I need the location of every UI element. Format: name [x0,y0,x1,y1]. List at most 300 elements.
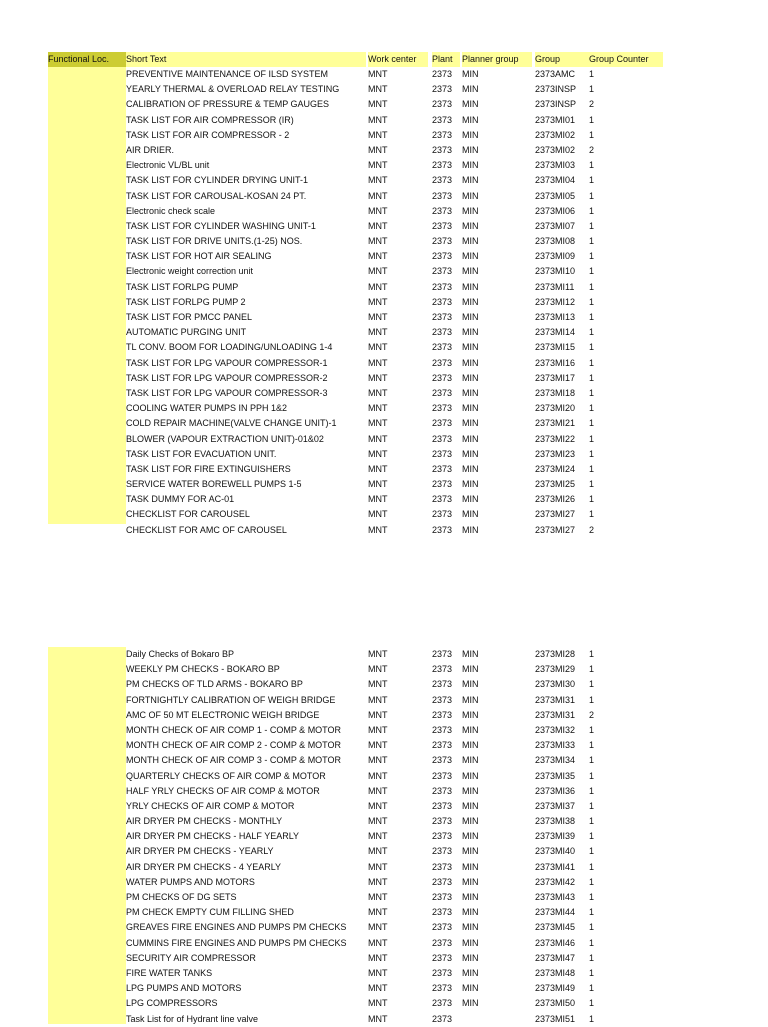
plant-cell[interactable]: 2373 [432,524,453,535]
group-cell[interactable]: 2373MI22 [535,433,576,444]
work-center-cell[interactable]: MNT [368,740,388,751]
work-center-cell[interactable]: MNT [368,403,388,414]
group-counter-cell[interactable]: 1 [589,281,595,292]
group-counter-cell[interactable]: 1 [589,679,595,690]
group-cell[interactable]: 2373MI39 [535,831,576,842]
work-center-cell[interactable]: MNT [368,312,388,322]
work-center-cell[interactable]: MNT [368,175,388,186]
group-cell[interactable]: 2373MI12 [535,296,576,307]
work-center-cell[interactable]: MNT [368,892,388,902]
planner-group-cell[interactable]: MIN [462,937,479,948]
plant-cell[interactable]: 2373 [432,99,453,110]
plant-cell[interactable]: 2373 [432,679,453,690]
plant-cell[interactable]: 2373 [432,494,453,505]
group-cell[interactable]: 2373MI40 [535,846,576,857]
group-cell[interactable]: 2373MI44 [535,907,576,918]
work-center-cell[interactable]: MNT [368,266,388,277]
work-center-cell[interactable]: MNT [368,967,388,978]
plant-cell[interactable]: 2373 [432,800,453,811]
plant-cell[interactable]: 2373 [432,387,453,398]
work-center-cell[interactable]: MNT [368,724,388,735]
planner-group-cell[interactable]: MIN [462,190,479,201]
plant-cell[interactable]: 2373 [432,770,453,781]
short-text-cell[interactable]: CUMMINS FIRE ENGINES AND PUMPS PM CHECKS [126,937,347,948]
plant-cell[interactable]: 2373 [432,357,453,368]
group-cell[interactable]: 2373MI16 [535,357,576,368]
short-text-cell[interactable]: Electronic weight correction unit [126,266,254,277]
short-text-cell[interactable]: FIRE WATER TANKS [126,967,213,978]
work-center-cell[interactable]: MNT [368,387,388,398]
short-text-cell[interactable]: TASK LIST FOR FIRE EXTINGUISHERS [126,463,291,474]
group-counter-cell[interactable]: 1 [589,160,595,171]
header-plant[interactable]: Plant [432,52,460,67]
short-text-cell[interactable]: LPG PUMPS AND MOTORS [126,983,242,994]
group-counter-cell[interactable]: 1 [589,509,595,520]
work-center-cell[interactable]: MNT [368,998,388,1009]
short-text-cell[interactable]: Electronic check scale [126,205,216,216]
group-counter-cell[interactable]: 1 [589,190,595,201]
planner-group-cell[interactable]: MIN [462,327,479,338]
group-cell[interactable]: 2373MI04 [535,175,576,186]
group-counter-cell[interactable]: 2 [589,99,595,110]
planner-group-cell[interactable]: MIN [462,69,479,79]
plant-cell[interactable]: 2373 [432,144,453,155]
work-center-cell[interactable]: MNT [368,509,388,520]
planner-group-cell[interactable]: MIN [462,357,479,368]
group-cell[interactable]: 2373MI47 [535,952,576,963]
planner-group-cell[interactable]: MIN [462,524,479,535]
group-counter-cell[interactable]: 1 [589,983,595,994]
plant-cell[interactable]: 2373 [432,952,453,963]
short-text-cell[interactable]: CHECKLIST FOR AMC OF CAROUSEL [126,524,287,535]
group-counter-cell[interactable]: 1 [589,312,595,322]
planner-group-cell[interactable]: MIN [462,785,479,796]
group-cell[interactable]: 2373MI42 [535,876,576,887]
group-cell[interactable]: 2373MI14 [535,327,576,338]
short-text-cell[interactable]: TASK LIST FOR LPG VAPOUR COMPRESSOR-1 [126,357,328,368]
plant-cell[interactable]: 2373 [432,846,453,857]
plant-cell[interactable]: 2373 [432,342,453,353]
planner-group-cell[interactable]: MIN [462,175,479,186]
planner-group-cell[interactable]: MIN [462,892,479,902]
group-counter-cell[interactable]: 2 [589,144,595,155]
group-counter-cell[interactable]: 1 [589,387,595,398]
group-counter-cell[interactable]: 1 [589,220,595,231]
short-text-cell[interactable]: AIR DRYER PM CHECKS - 4 YEARLY [126,861,282,872]
planner-group-cell[interactable]: MIN [462,479,479,490]
plant-cell[interactable]: 2373 [432,403,453,414]
planner-group-cell[interactable]: MIN [462,433,479,444]
planner-group-cell[interactable]: MIN [462,755,479,766]
plant-cell[interactable]: 2373 [432,418,453,429]
group-cell[interactable]: 2373MI26 [535,494,576,505]
planner-group-cell[interactable]: MIN [462,861,479,872]
short-text-cell[interactable]: TASK LIST FOR LPG VAPOUR COMPRESSOR-2 [126,372,328,383]
group-cell[interactable]: 2373MI30 [535,679,576,690]
short-text-cell[interactable]: Electronic VL/BL unit [126,160,210,171]
group-cell[interactable]: 2373MI35 [535,770,576,781]
work-center-cell[interactable]: MNT [368,755,388,766]
planner-group-cell[interactable]: MIN [462,114,479,125]
work-center-cell[interactable]: MNT [368,251,388,262]
work-center-cell[interactable]: MNT [368,709,388,720]
group-counter-cell[interactable]: 1 [589,740,595,751]
header-short-text[interactable]: Short Text [126,52,366,67]
short-text-cell[interactable]: WATER PUMPS AND MOTORS [126,876,255,887]
group-cell[interactable]: 2373MI33 [535,740,576,751]
plant-cell[interactable]: 2373 [432,694,453,705]
planner-group-cell[interactable]: MIN [462,129,479,140]
short-text-cell[interactable]: TASK LIST FOR AIR COMPRESSOR (IR) [126,114,294,125]
work-center-cell[interactable]: MNT [368,69,388,79]
work-center-cell[interactable]: MNT [368,144,388,155]
planner-group-cell[interactable]: MIN [462,251,479,262]
group-counter-cell[interactable]: 1 [589,785,595,796]
group-cell[interactable]: 2373MI29 [535,664,576,675]
plant-cell[interactable]: 2373 [432,205,453,216]
short-text-cell[interactable]: COOLING WATER PUMPS IN PPH 1&2 [126,403,288,414]
short-text-cell[interactable]: QUARTERLY CHECKS OF AIR COMP & MOTOR [126,770,326,781]
group-counter-cell[interactable]: 1 [589,816,595,827]
short-text-cell[interactable]: PM CHECKS OF DG SETS [126,892,237,902]
group-cell[interactable]: 2373MI21 [535,418,576,429]
plant-cell[interactable]: 2373 [432,724,453,735]
planner-group-cell[interactable]: MIN [462,876,479,887]
group-cell[interactable]: 2373MI37 [535,800,576,811]
work-center-cell[interactable]: MNT [368,876,388,887]
work-center-cell[interactable]: MNT [368,160,388,171]
group-counter-cell[interactable]: 2 [589,524,595,535]
short-text-cell[interactable]: TASK LIST FOR PMCC PANEL [126,312,253,322]
header-functional-loc[interactable]: Functional Loc. [48,52,126,67]
work-center-cell[interactable]: MNT [368,357,388,368]
group-counter-cell[interactable]: 1 [589,266,595,277]
short-text-cell[interactable]: MONTH CHECK OF AIR COMP 2 - COMP & MOTOR [126,740,342,751]
short-text-cell[interactable]: PREVENTIVE MAINTENANCE OF ILSD SYSTEM [126,69,329,79]
short-text-cell[interactable]: TL CONV. BOOM FOR LOADING/UNLOADING 1-4 [126,342,333,353]
work-center-cell[interactable]: MNT [368,479,388,490]
plant-cell[interactable]: 2373 [432,84,453,95]
group-counter-cell[interactable]: 1 [589,448,595,459]
group-cell[interactable]: 2373MI10 [535,266,576,277]
short-text-cell[interactable]: AMC OF 50 MT ELECTRONIC WEIGH BRIDGE [126,709,320,720]
work-center-cell[interactable]: MNT [368,342,388,353]
group-counter-cell[interactable]: 1 [589,69,595,79]
plant-cell[interactable]: 2373 [432,740,453,751]
group-counter-cell[interactable]: 1 [589,236,595,247]
group-counter-cell[interactable]: 1 [589,175,595,186]
work-center-cell[interactable]: MNT [368,524,388,535]
plant-cell[interactable]: 2373 [432,649,453,659]
short-text-cell[interactable]: AIR DRYER PM CHECKS - MONTHLY [126,816,283,827]
short-text-cell[interactable]: HALF YRLY CHECKS OF AIR COMP & MOTOR [126,785,320,796]
planner-group-cell[interactable]: MIN [462,983,479,994]
work-center-cell[interactable]: MNT [368,129,388,140]
group-counter-cell[interactable]: 2 [589,709,595,720]
work-center-cell[interactable]: MNT [368,84,388,95]
group-counter-cell[interactable]: 1 [589,770,595,781]
short-text-cell[interactable]: TASK LIST FORLPG PUMP [126,281,239,292]
group-cell[interactable]: 2373MI41 [535,861,576,872]
plant-cell[interactable]: 2373 [432,922,453,933]
plant-cell[interactable]: 2373 [432,372,453,383]
group-counter-cell[interactable]: 1 [589,998,595,1009]
planner-group-cell[interactable]: MIN [462,664,479,675]
group-cell[interactable]: 2373MI31 [535,694,576,705]
group-counter-cell[interactable]: 1 [589,755,595,766]
short-text-cell[interactable]: TASK DUMMY FOR AC-01 [126,494,235,505]
group-counter-cell[interactable]: 1 [589,494,595,505]
group-cell[interactable]: 2373MI34 [535,755,576,766]
group-counter-cell[interactable]: 1 [589,114,595,125]
short-text-cell[interactable]: TASK LIST FOR HOT AIR SEALING [126,251,272,262]
short-text-cell[interactable]: WEEKLY PM CHECKS - BOKARO BP [126,664,280,675]
group-cell[interactable]: 2373MI15 [535,342,576,353]
planner-group-cell[interactable]: MIN [462,403,479,414]
short-text-cell[interactable]: TASK LIST FOR LPG VAPOUR COMPRESSOR-3 [126,387,328,398]
group-cell[interactable]: 2373MI45 [535,922,576,933]
plant-cell[interactable]: 2373 [432,861,453,872]
planner-group-cell[interactable]: MIN [462,770,479,781]
short-text-cell[interactable]: AUTOMATIC PURGING UNIT [126,327,247,338]
planner-group-cell[interactable]: MIN [462,296,479,307]
plant-cell[interactable]: 2373 [432,69,453,79]
group-cell[interactable]: 2373MI48 [535,967,576,978]
plant-cell[interactable]: 2373 [432,312,453,322]
group-counter-cell[interactable]: 1 [589,463,595,474]
group-cell[interactable]: 2373MI36 [535,785,576,796]
work-center-cell[interactable]: MNT [368,664,388,675]
work-center-cell[interactable]: MNT [368,448,388,459]
plant-cell[interactable]: 2373 [432,160,453,171]
group-counter-cell[interactable]: 1 [589,479,595,490]
work-center-cell[interactable]: MNT [368,494,388,505]
work-center-cell[interactable]: MNT [368,770,388,781]
planner-group-cell[interactable]: MIN [462,998,479,1009]
planner-group-cell[interactable]: MIN [462,831,479,842]
group-counter-cell[interactable]: 1 [589,800,595,811]
planner-group-cell[interactable]: MIN [462,952,479,963]
short-text-cell[interactable]: GREAVES FIRE ENGINES AND PUMPS PM CHECKS [126,922,347,933]
short-text-cell[interactable]: LPG COMPRESSORS [126,998,218,1009]
planner-group-cell[interactable]: MIN [462,509,479,520]
work-center-cell[interactable]: MNT [368,679,388,690]
plant-cell[interactable]: 2373 [432,709,453,720]
planner-group-cell[interactable]: MIN [462,160,479,171]
group-counter-cell[interactable]: 1 [589,952,595,963]
planner-group-cell[interactable]: MIN [462,846,479,857]
group-counter-cell[interactable]: 1 [589,357,595,368]
plant-cell[interactable]: 2373 [432,296,453,307]
group-cell[interactable]: 2373MI50 [535,998,576,1009]
group-counter-cell[interactable]: 1 [589,846,595,857]
work-center-cell[interactable]: MNT [368,281,388,292]
work-center-cell[interactable]: MNT [368,1013,388,1024]
header-group-counter[interactable]: Group Counter [589,52,663,67]
planner-group-cell[interactable]: MIN [462,281,479,292]
work-center-cell[interactable]: MNT [368,937,388,948]
group-counter-cell[interactable]: 1 [589,251,595,262]
plant-cell[interactable]: 2373 [432,479,453,490]
short-text-cell[interactable]: TASK LIST FOR CAROUSAL-KOSAN 24 PT. [126,190,307,201]
group-counter-cell[interactable]: 1 [589,327,595,338]
work-center-cell[interactable]: MNT [368,694,388,705]
work-center-cell[interactable]: MNT [368,99,388,110]
group-cell[interactable]: 2373MI46 [535,937,576,948]
group-counter-cell[interactable]: 1 [589,205,595,216]
group-counter-cell[interactable]: 1 [589,296,595,307]
group-cell[interactable]: 2373MI09 [535,251,576,262]
planner-group-cell[interactable]: MIN [462,494,479,505]
planner-group-cell[interactable]: MIN [462,709,479,720]
short-text-cell[interactable]: COLD REPAIR MACHINE(VALVE CHANGE UNIT)-1 [126,418,337,429]
short-text-cell[interactable]: SECURITY AIR COMPRESSOR [126,952,256,963]
plant-cell[interactable]: 2373 [432,448,453,459]
group-cell[interactable]: 2373MI27 [535,509,576,520]
planner-group-cell[interactable]: MIN [462,463,479,474]
group-cell[interactable]: 2373MI06 [535,205,576,216]
planner-group-cell[interactable]: MIN [462,694,479,705]
group-cell[interactable]: 2373INSP [535,99,577,110]
group-cell[interactable]: 2373MI25 [535,479,576,490]
short-text-cell[interactable]: CHECKLIST FOR CAROUSEL [126,509,250,520]
group-counter-cell[interactable]: 1 [589,403,595,414]
group-cell[interactable]: 2373MI20 [535,403,576,414]
short-text-cell[interactable]: TASK LIST FOR DRIVE UNITS.(1-25) NOS. [126,236,303,247]
group-cell[interactable]: 2373MI13 [535,312,576,322]
group-cell[interactable]: 2373AMC [535,69,576,79]
work-center-cell[interactable]: MNT [368,861,388,872]
plant-cell[interactable]: 2373 [432,785,453,796]
group-counter-cell[interactable]: 1 [589,649,595,659]
short-text-cell[interactable]: BLOWER (VAPOUR EXTRACTION UNIT)-01&02 [126,433,324,444]
work-center-cell[interactable]: MNT [368,922,388,933]
plant-cell[interactable]: 2373 [432,236,453,247]
planner-group-cell[interactable]: MIN [462,649,479,659]
work-center-cell[interactable]: MNT [368,816,388,827]
group-cell[interactable]: 2373MI38 [535,816,576,827]
work-center-cell[interactable]: MNT [368,800,388,811]
planner-group-cell[interactable]: MIN [462,220,479,231]
work-center-cell[interactable]: MNT [368,952,388,963]
work-center-cell[interactable]: MNT [368,846,388,857]
group-counter-cell[interactable]: 1 [589,831,595,842]
plant-cell[interactable]: 2373 [432,876,453,887]
group-cell[interactable]: 2373MI17 [535,372,576,383]
header-group[interactable]: Group [535,52,589,67]
group-counter-cell[interactable]: 1 [589,372,595,383]
short-text-cell[interactable]: TASK LIST FORLPG PUMP 2 [126,296,246,307]
work-center-cell[interactable]: MNT [368,205,388,216]
short-text-cell[interactable]: PM CHECKS OF TLD ARMS - BOKARO BP [126,679,303,690]
plant-cell[interactable]: 2373 [432,281,453,292]
work-center-cell[interactable]: MNT [368,220,388,231]
plant-cell[interactable]: 2373 [432,509,453,520]
group-counter-cell[interactable]: 1 [589,418,595,429]
short-text-cell[interactable]: YRLY CHECKS OF AIR COMP & MOTOR [126,800,295,811]
group-counter-cell[interactable]: 1 [589,664,595,675]
planner-group-cell[interactable]: MIN [462,387,479,398]
planner-group-cell[interactable]: MIN [462,266,479,277]
planner-group-cell[interactable]: MIN [462,800,479,811]
short-text-cell[interactable]: CALIBRATION OF PRESSURE & TEMP GAUGES [126,99,330,110]
work-center-cell[interactable]: MNT [368,463,388,474]
short-text-cell[interactable]: MONTH CHECK OF AIR COMP 1 - COMP & MOTOR [126,724,342,735]
group-cell[interactable]: 2373MI49 [535,983,576,994]
planner-group-cell[interactable]: MIN [462,740,479,751]
group-cell[interactable]: 2373MI28 [535,649,576,659]
group-cell[interactable]: 2373MI32 [535,724,576,735]
planner-group-cell[interactable]: MIN [462,816,479,827]
planner-group-cell[interactable]: MIN [462,922,479,933]
plant-cell[interactable]: 2373 [432,327,453,338]
plant-cell[interactable]: 2373 [432,937,453,948]
group-cell[interactable]: 2373MI51 [535,1013,576,1024]
plant-cell[interactable]: 2373 [432,175,453,186]
group-cell[interactable]: 2373MI18 [535,387,576,398]
short-text-cell[interactable]: Daily Checks of Bokaro BP [126,649,235,659]
plant-cell[interactable]: 2373 [432,220,453,231]
planner-group-cell[interactable]: MIN [462,236,479,247]
group-counter-cell[interactable]: 1 [589,861,595,872]
plant-cell[interactable]: 2373 [432,433,453,444]
plant-cell[interactable]: 2373 [432,251,453,262]
plant-cell[interactable]: 2373 [432,114,453,125]
short-text-cell[interactable]: MONTH CHECK OF AIR COMP 3 - COMP & MOTOR [126,755,342,766]
work-center-cell[interactable]: MNT [368,327,388,338]
plant-cell[interactable]: 2373 [432,190,453,201]
work-center-cell[interactable]: MNT [368,831,388,842]
planner-group-cell[interactable]: MIN [462,724,479,735]
planner-group-cell[interactable]: MIN [462,312,479,322]
work-center-cell[interactable]: MNT [368,190,388,201]
planner-group-cell[interactable]: MIN [462,205,479,216]
work-center-cell[interactable]: MNT [368,785,388,796]
short-text-cell[interactable]: YEARLY THERMAL & OVERLOAD RELAY TESTING [126,84,340,95]
work-center-cell[interactable]: MNT [368,649,388,659]
group-cell[interactable]: 2373INSP [535,84,577,95]
plant-cell[interactable]: 2373 [432,816,453,827]
short-text-cell[interactable]: AIR DRYER PM CHECKS - YEARLY [126,846,274,857]
group-counter-cell[interactable]: 1 [589,937,595,948]
plant-cell[interactable]: 2373 [432,967,453,978]
planner-group-cell[interactable]: MIN [462,967,479,978]
plant-cell[interactable]: 2373 [432,1013,453,1024]
header-work-center[interactable]: Work center [368,52,428,67]
group-cell[interactable]: 2373MI11 [535,281,575,292]
plant-cell[interactable]: 2373 [432,892,453,902]
work-center-cell[interactable]: MNT [368,372,388,383]
planner-group-cell[interactable]: MIN [462,418,479,429]
group-cell[interactable]: 2373MI02 [535,144,576,155]
group-cell[interactable]: 2373MI27 [535,524,576,535]
group-cell[interactable]: 2373MI23 [535,448,576,459]
group-counter-cell[interactable]: 1 [589,967,595,978]
header-planner-group[interactable]: Planner group [462,52,532,67]
group-cell[interactable]: 2373MI43 [535,892,576,902]
plant-cell[interactable]: 2373 [432,664,453,675]
group-cell[interactable]: 2373MI05 [535,190,576,201]
planner-group-cell[interactable]: MIN [462,372,479,383]
plant-cell[interactable]: 2373 [432,463,453,474]
short-text-cell[interactable]: TASK LIST FOR AIR COMPRESSOR - 2 [126,129,290,140]
short-text-cell[interactable]: PM CHECK EMPTY CUM FILLING SHED [126,907,294,918]
group-cell[interactable]: 2373MI01 [535,114,576,125]
planner-group-cell[interactable]: MIN [462,84,479,95]
work-center-cell[interactable]: MNT [368,236,388,247]
group-cell[interactable]: 2373MI08 [535,236,576,247]
group-counter-cell[interactable]: 1 [589,694,595,705]
